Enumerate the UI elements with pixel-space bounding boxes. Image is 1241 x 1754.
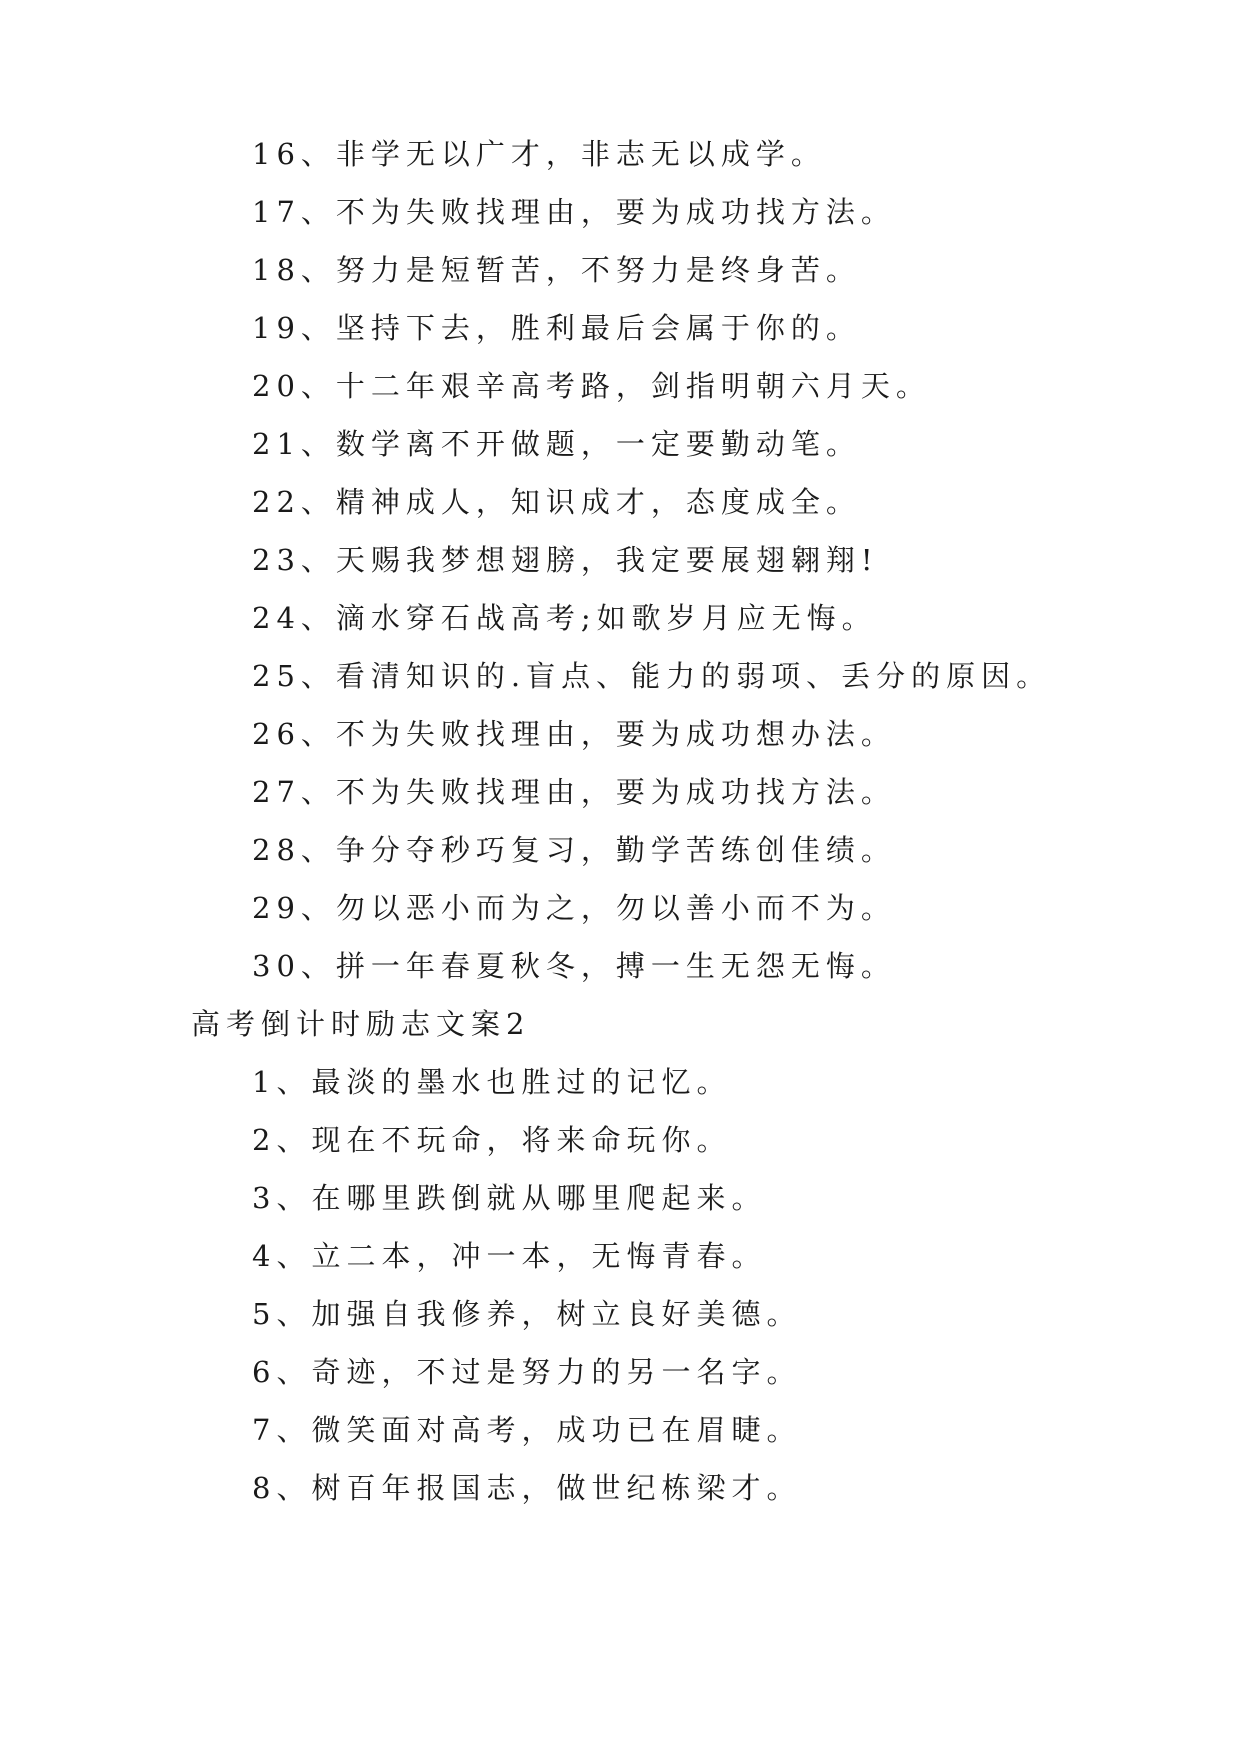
list-item: 25、看清知识的.盲点、能力的弱项、丢分的原因。 xyxy=(252,659,1052,693)
list-item: 20、十二年艰辛高考路，剑指明朝六月天。 xyxy=(252,369,931,403)
list-item: 18、努力是短暂苦，不努力是终身苦。 xyxy=(252,253,861,287)
list-item: 2、现在不玩命，将来命玩你。 xyxy=(252,1123,732,1157)
list-item: 8、树百年报国志，做世纪栋梁才。 xyxy=(252,1471,802,1505)
list-item: 17、不为失败找理由，要为成功找方法。 xyxy=(252,195,896,229)
list-item: 28、争分夺秒巧复习，勤学苦练创佳绩。 xyxy=(252,833,896,867)
list-item: 16、非学无以广才，非志无以成学。 xyxy=(252,137,826,171)
list-item: 24、滴水穿石战高考;如歌岁月应无悔。 xyxy=(252,601,877,635)
list-item: 23、天赐我梦想翅膀，我定要展翅翱翔! xyxy=(252,543,879,577)
list-item: 3、在哪里跌倒就从哪里爬起来。 xyxy=(252,1181,767,1215)
list-item: 4、立二本，冲一本，无悔青春。 xyxy=(252,1239,767,1273)
list-item: 19、坚持下去，胜利最后会属于你的。 xyxy=(252,311,861,345)
list-item: 22、精神成人，知识成才，态度成全。 xyxy=(252,485,861,519)
list-item: 30、拼一年春夏秋冬，搏一生无怨无悔。 xyxy=(252,949,896,983)
list-item: 26、不为失败找理由，要为成功想办法。 xyxy=(252,717,896,751)
list-item: 5、加强自我修养，树立良好美德。 xyxy=(252,1297,802,1331)
list-item: 29、勿以恶小而为之，勿以善小而不为。 xyxy=(252,891,896,925)
list-item: 7、微笑面对高考，成功已在眉睫。 xyxy=(252,1413,802,1447)
list-item: 21、数学离不开做题，一定要勤动笔。 xyxy=(252,427,861,461)
section-heading: 高考倒计时励志文案2 xyxy=(191,1007,531,1041)
list-item: 6、奇迹，不过是努力的另一名字。 xyxy=(252,1355,802,1389)
list-item: 27、不为失败找理由，要为成功找方法。 xyxy=(252,775,896,809)
list-item: 1、最淡的墨水也胜过的记忆。 xyxy=(252,1065,732,1099)
